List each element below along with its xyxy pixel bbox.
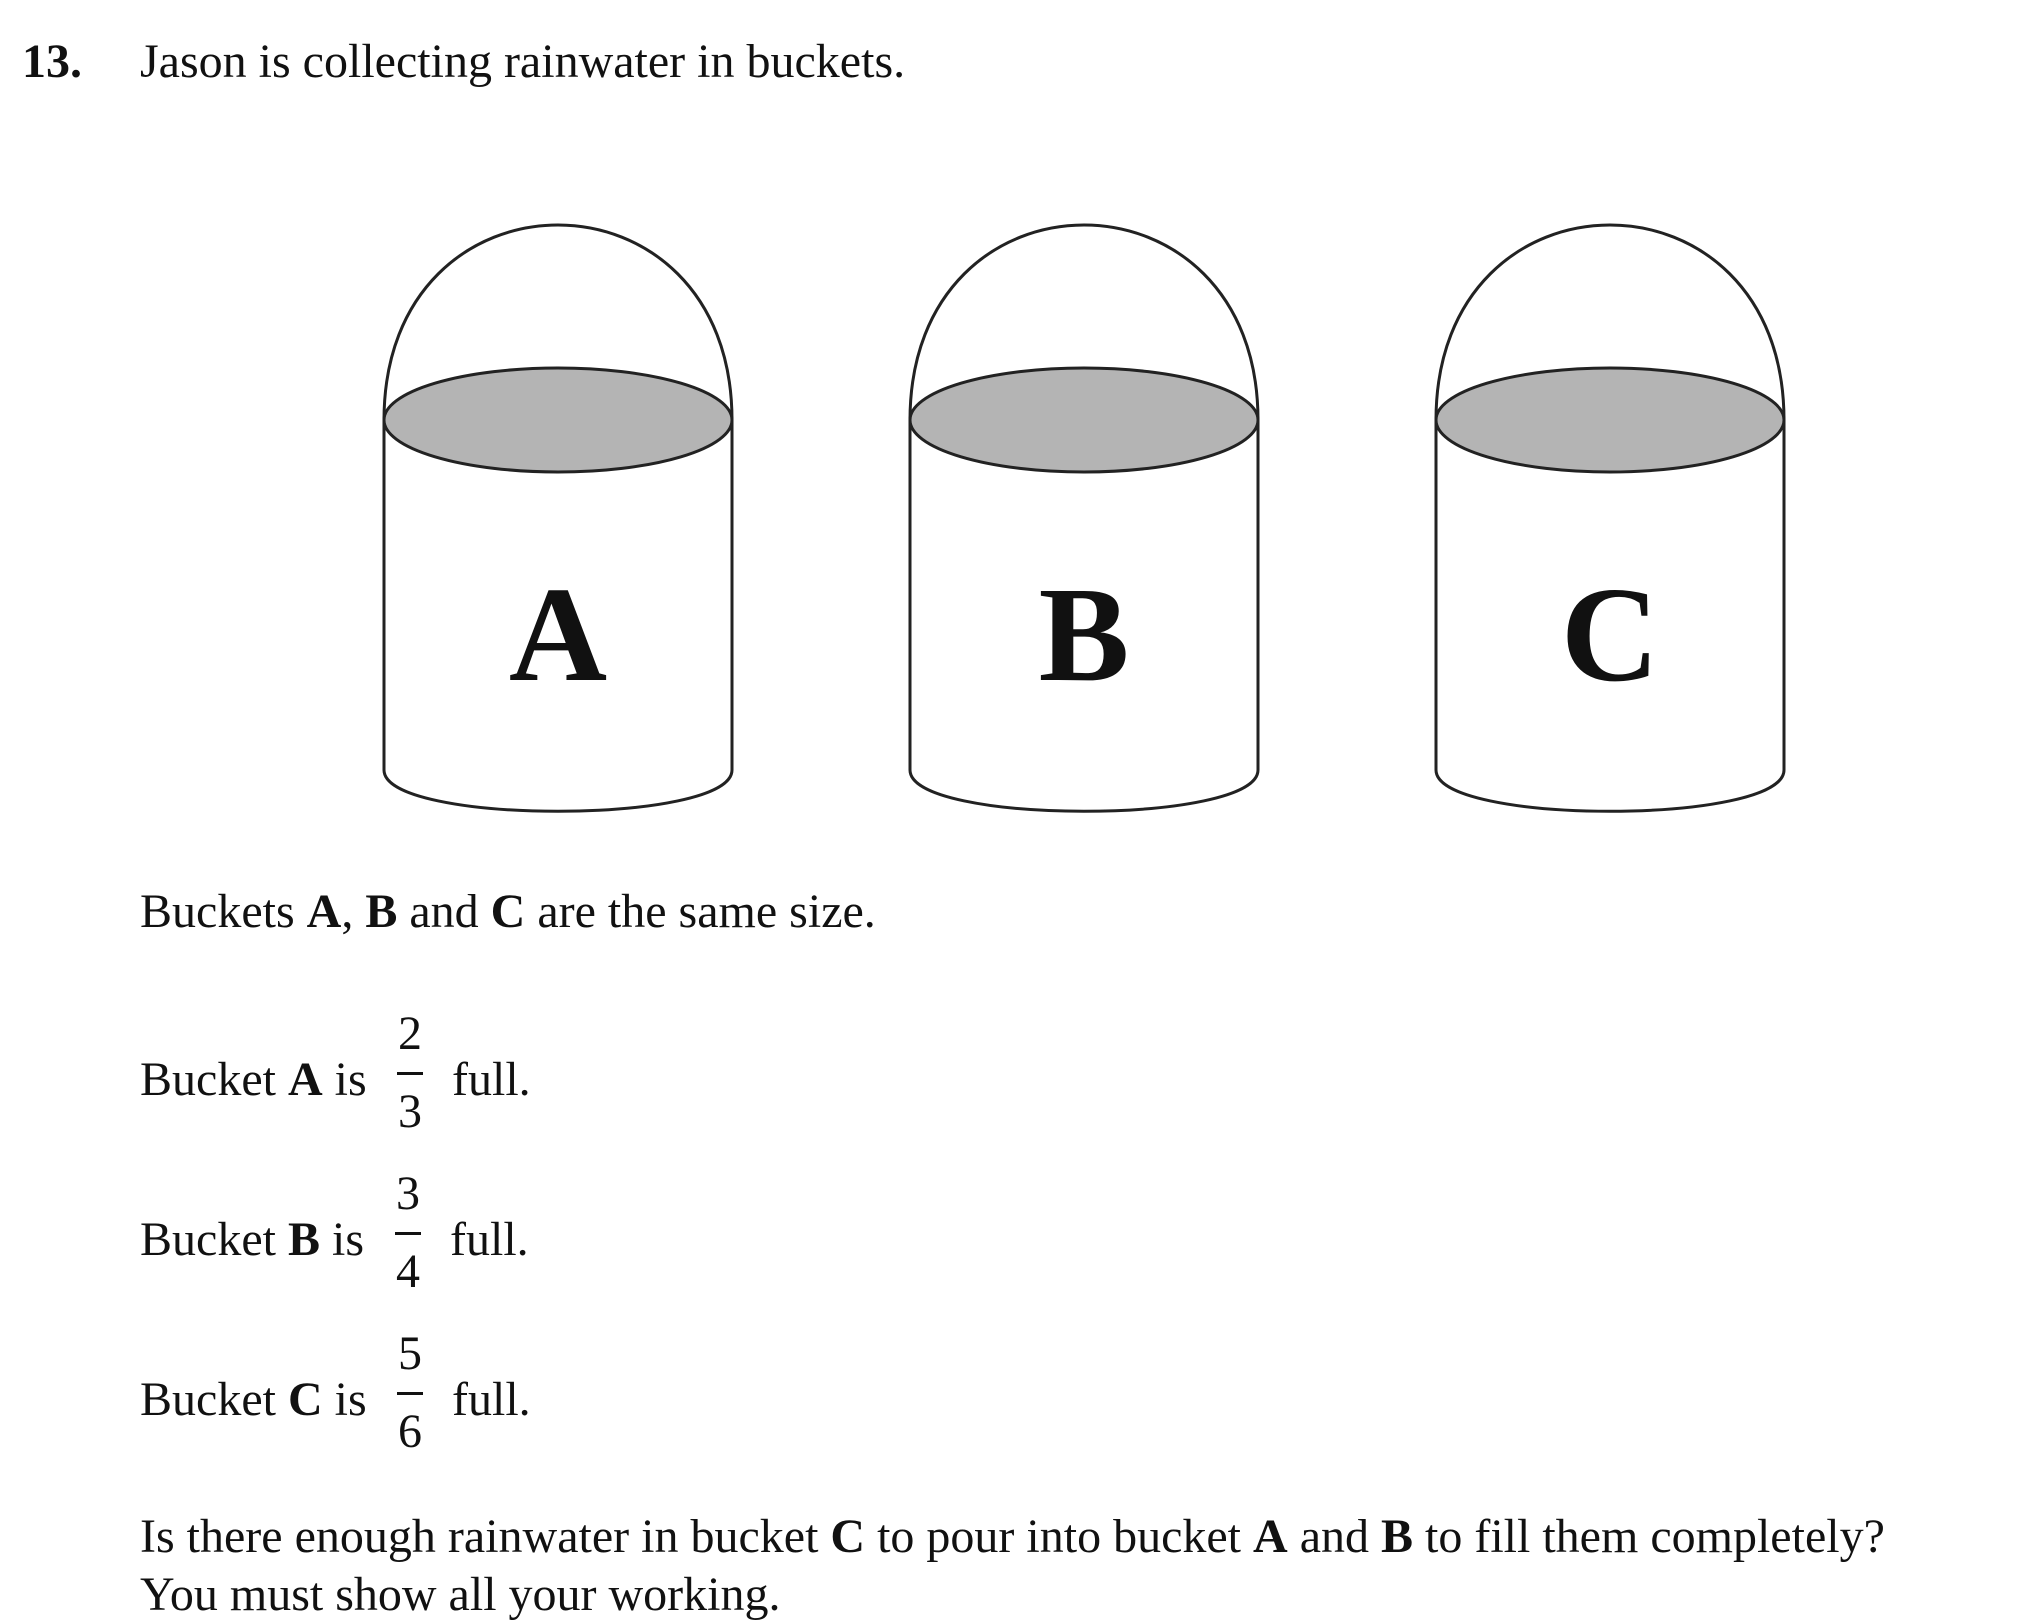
fraction-bar	[397, 1072, 423, 1075]
fraction-numerator: 3	[396, 1167, 420, 1220]
fraction-denominator: 3	[398, 1085, 422, 1138]
fullness-is: is	[322, 1373, 367, 1426]
same-size-sep1: ,	[341, 885, 366, 938]
fraction-bar	[395, 1232, 421, 1235]
fullness-lead	[140, 1213, 364, 1266]
fullness-suffix: full.	[452, 1373, 531, 1426]
question-prompt-line2: You must show all your working.	[140, 1568, 781, 1621]
fraction-numerator: 5	[398, 1327, 422, 1380]
question-intro: Jason is collecting rainwater in buckets.	[140, 35, 906, 88]
bucket-label-b: B	[1038, 560, 1130, 710]
fullness-is: is	[319, 1213, 364, 1266]
bucket-label-c: C	[1560, 560, 1660, 710]
same-size-a: A	[306, 885, 342, 938]
prompt-bucket-b: B	[1381, 1510, 1414, 1563]
fullness-lead	[140, 1373, 367, 1426]
prompt-part: to pour into bucket	[865, 1510, 1254, 1563]
fraction-denominator: 6	[398, 1405, 422, 1458]
same-size-b: B	[365, 885, 398, 938]
same-size-c: C	[490, 885, 526, 938]
prompt-part: and	[1287, 1510, 1381, 1563]
fraction-numerator: 2	[398, 1007, 422, 1060]
fullness-prefix: Bucket	[140, 1213, 288, 1266]
bucket-c	[1436, 225, 1784, 811]
prompt-part: Is there enough rainwater in bucket	[140, 1510, 831, 1563]
fullness-is: is	[322, 1053, 367, 1106]
question-prompt	[140, 1508, 1885, 1624]
fullness-bucket: B	[287, 1213, 320, 1266]
same-size-statement	[140, 885, 876, 938]
prompt-bucket-a: A	[1253, 1510, 1288, 1563]
fullness-lead	[140, 1053, 367, 1106]
question-number: 13.	[22, 35, 82, 88]
same-size-suffix: are the same size.	[525, 885, 876, 938]
fullness-suffix: full.	[450, 1213, 529, 1266]
fullness-bucket: C	[287, 1373, 323, 1426]
prompt-bucket-c: C	[830, 1510, 866, 1563]
fullness-bucket: A	[287, 1053, 323, 1106]
same-size-sep2: and	[397, 885, 491, 938]
bucket-label-a: A	[508, 560, 608, 710]
same-size-prefix: Buckets	[140, 885, 307, 938]
fullness-prefix: Bucket	[140, 1053, 288, 1106]
fullness-suffix: full.	[452, 1053, 531, 1106]
fullness-prefix: Bucket	[140, 1373, 288, 1426]
fraction-denominator: 4	[396, 1245, 420, 1298]
prompt-part: to fill them completely?	[1413, 1510, 1885, 1563]
question-prompt-line1	[140, 1508, 1885, 1566]
fraction-bar	[397, 1392, 423, 1395]
bucket-b	[910, 225, 1258, 811]
bucket-a	[384, 225, 732, 811]
